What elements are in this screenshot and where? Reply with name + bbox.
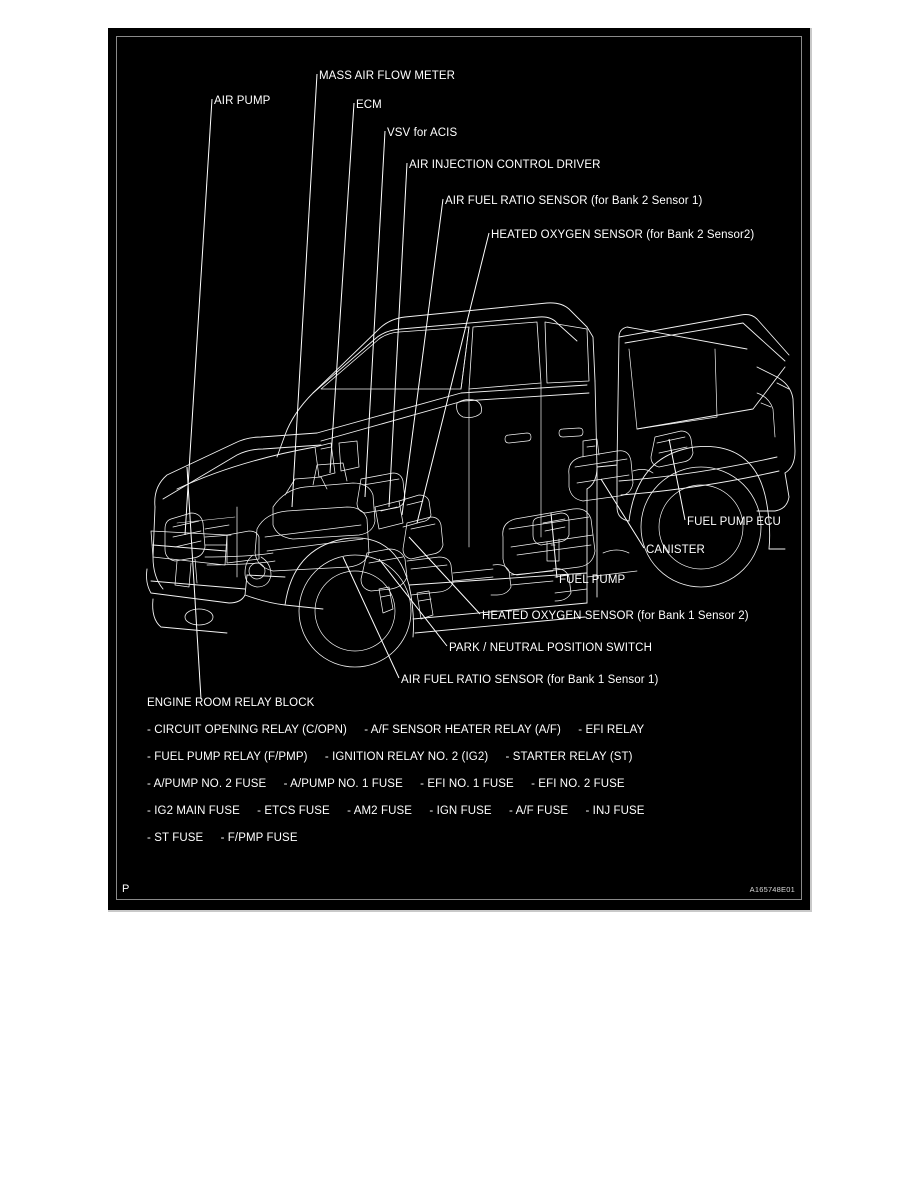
relay-entry: - EFI RELAY bbox=[578, 724, 645, 736]
relay-entry: - IGNITION RELAY NO. 2 (IG2) bbox=[324, 751, 489, 763]
leader-air-injection-control-driver bbox=[389, 163, 407, 507]
leader-engine-room-relay-block bbox=[187, 467, 201, 699]
relay-entry: - A/F SENSOR HEATER RELAY (A/F) bbox=[364, 724, 561, 736]
relay-entry: - F/PMP FUSE bbox=[220, 832, 298, 844]
relay-row bbox=[147, 724, 787, 736]
callout-heated-oxygen-sensor-b2s2: HEATED OXYGEN SENSOR (for Bank 2 Sensor2) bbox=[491, 229, 755, 241]
relay-row bbox=[147, 778, 787, 790]
leader-air-pump bbox=[185, 99, 212, 535]
leader-heated-oxygen-sensor-b1s2 bbox=[409, 537, 480, 614]
leader-canister bbox=[601, 479, 644, 548]
relay-entry: - CIRCUIT OPENING RELAY (C/OPN) bbox=[147, 724, 347, 736]
leader-air-fuel-ratio-sensor-b2s1 bbox=[402, 199, 443, 515]
relay-entry: - AM2 FUSE bbox=[347, 805, 413, 817]
callout-air-fuel-ratio-sensor-b1s1: AIR FUEL RATIO SENSOR (for Bank 1 Sensor 1) bbox=[401, 674, 659, 686]
callout-ecm: ECM bbox=[356, 99, 382, 111]
leader-fuel-pump bbox=[551, 513, 557, 578]
relay-entry: - FUEL PUMP RELAY (F/PMP) bbox=[147, 751, 308, 763]
relay-entry: - EFI NO. 2 FUSE bbox=[531, 778, 625, 790]
relay-entry: - INJ FUSE bbox=[585, 805, 645, 817]
leader-air-fuel-ratio-sensor-b1s1 bbox=[343, 557, 399, 678]
relay-row bbox=[147, 751, 787, 763]
callout-park-neutral-position-switch: PARK / NEUTRAL POSITION SWITCH bbox=[449, 642, 652, 654]
callout-mass-air-flow-meter: MASS AIR FLOW METER bbox=[319, 70, 456, 82]
relay-entry: - A/PUMP NO. 1 FUSE bbox=[283, 778, 403, 790]
callout-fuel-pump-ecu: FUEL PUMP ECU bbox=[687, 516, 781, 528]
page-marker: P bbox=[122, 883, 130, 895]
leader-ecm bbox=[330, 103, 354, 473]
figure-code: A165748E01 bbox=[749, 885, 795, 894]
relay-entry: - ETCS FUSE bbox=[257, 805, 330, 817]
relay-entry: - EFI NO. 1 FUSE bbox=[420, 778, 514, 790]
leader-mass-air-flow-meter bbox=[292, 74, 317, 507]
callout-air-fuel-ratio-sensor-b2s1: AIR FUEL RATIO SENSOR (for Bank 2 Sensor 1) bbox=[445, 195, 703, 207]
callout-fuel-pump: FUEL PUMP bbox=[559, 574, 626, 586]
relay-entry: - STARTER RELAY (ST) bbox=[505, 751, 633, 763]
figure-canvas bbox=[116, 36, 802, 900]
callout-air-pump: AIR PUMP bbox=[214, 95, 271, 107]
relay-entry: - IG2 MAIN FUSE bbox=[147, 805, 240, 817]
callout-vsv-for-acis: VSV for ACIS bbox=[387, 127, 458, 139]
leader-fuel-pump-ecu bbox=[669, 439, 685, 520]
figure-frame bbox=[108, 28, 812, 912]
relay-entry: - A/F FUSE bbox=[508, 805, 569, 817]
relay-entry: - ST FUSE bbox=[147, 832, 204, 844]
callout-air-injection-control-driver: AIR INJECTION CONTROL DRIVER bbox=[409, 159, 601, 171]
relay-row bbox=[147, 805, 787, 817]
relay-entry: - A/PUMP NO. 2 FUSE bbox=[147, 778, 267, 790]
relay-entry: - IGN FUSE bbox=[429, 805, 492, 817]
callout-heated-oxygen-sensor-b1s2: HEATED OXYGEN SENSOR (for Bank 1 Sensor 2) bbox=[482, 610, 749, 622]
leader-park-neutral-position-switch bbox=[379, 559, 447, 646]
engine-room-relay-block bbox=[147, 697, 787, 859]
leader-vsv-for-acis bbox=[365, 131, 385, 497]
relay-block-title: ENGINE ROOM RELAY BLOCK bbox=[147, 697, 315, 709]
callout-canister: CANISTER bbox=[646, 544, 705, 556]
leader-heated-oxygen-sensor-b2s2 bbox=[417, 233, 489, 523]
relay-row bbox=[147, 832, 787, 844]
